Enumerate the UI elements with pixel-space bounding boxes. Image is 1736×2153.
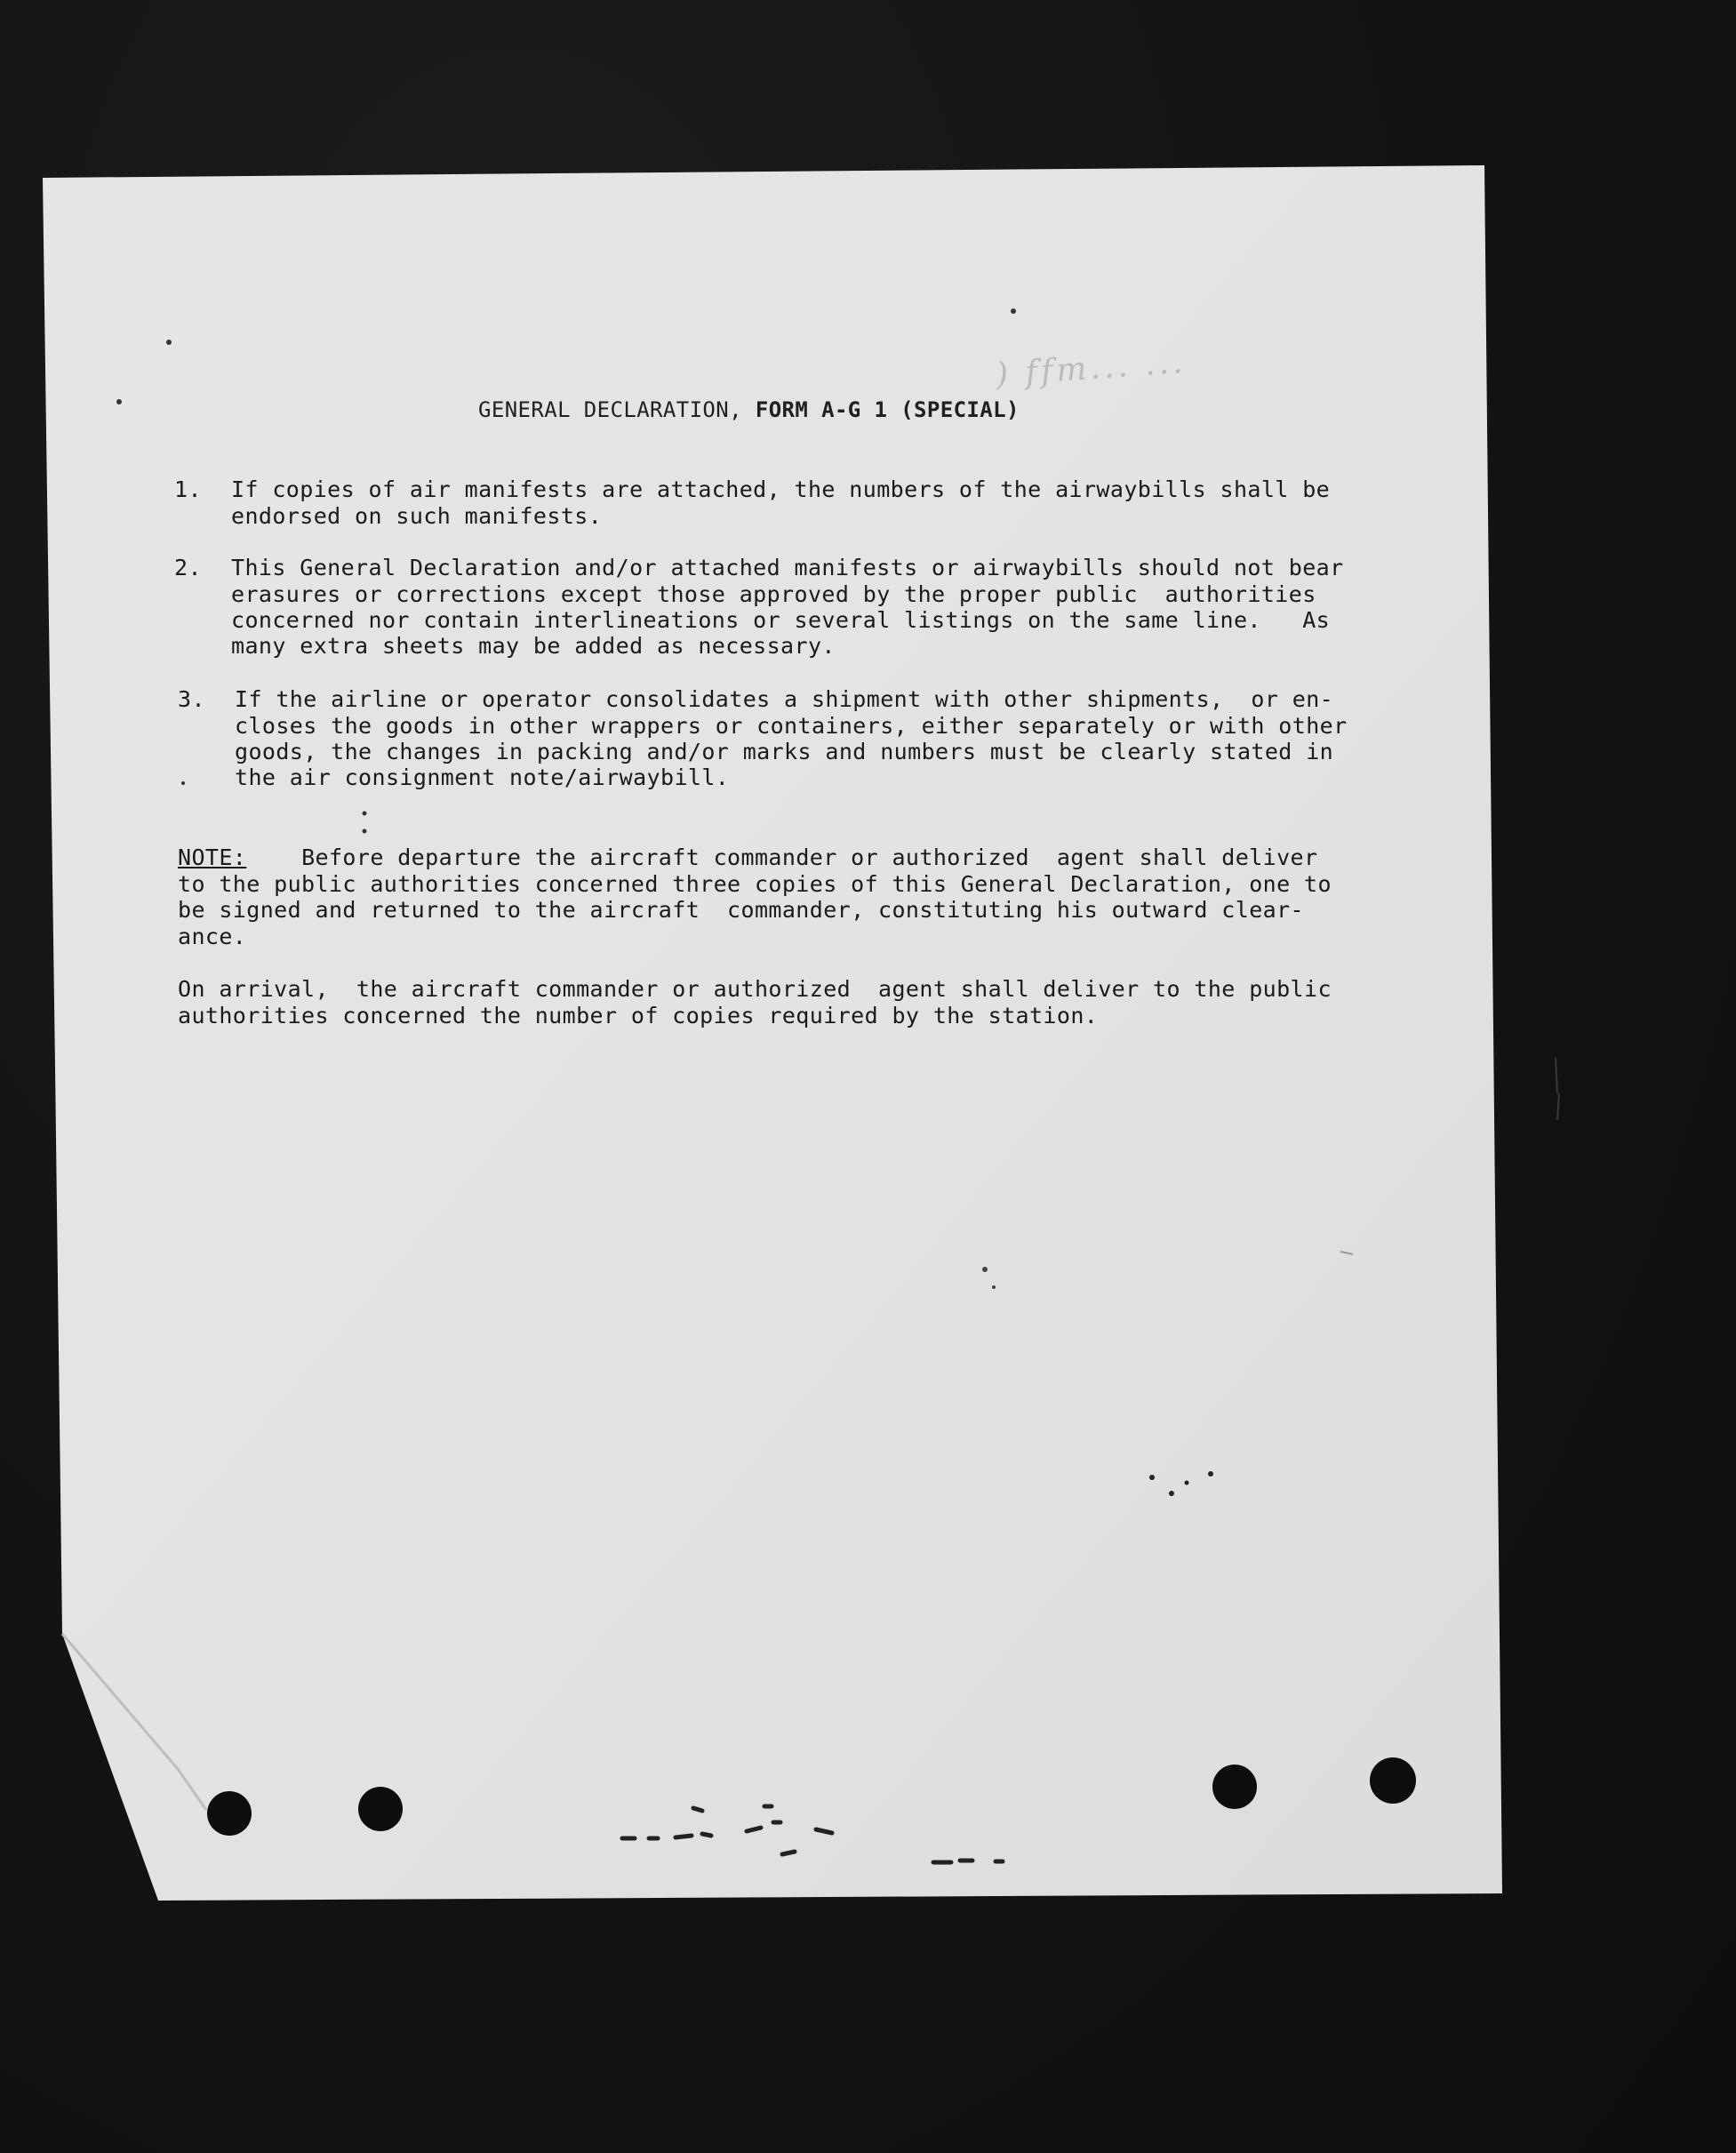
note-first-line-text: Before departure the aircraft commander or authorized agent shall deliver bbox=[246, 844, 1318, 870]
list-item-line: closes the goods in other wrappers or containers, either separately or with other bbox=[235, 713, 1348, 739]
list-item-number: 2. bbox=[174, 555, 202, 580]
note-line: ance. bbox=[178, 924, 247, 949]
list-item-line: many extra sheets may be added as necessary. bbox=[231, 633, 836, 659]
note-line: to the public authorities concerned three copies of this General Declaration, one to bbox=[178, 871, 1332, 897]
list-item-number: 3. bbox=[178, 686, 205, 712]
list-item-line: goods, the changes in packing and/or marks and numbers must be clearly stated in bbox=[235, 739, 1334, 764]
faint-handwriting: ) ffm... ... bbox=[994, 343, 1188, 394]
list-item-line: This General Declaration and/or attached manifests or airwaybills should not bear bbox=[231, 555, 1344, 580]
arrival-line: authorities concerned the number of copies required by the station. bbox=[178, 1003, 1099, 1028]
form-title-regular: GENERAL DECLARATION, bbox=[478, 397, 756, 422]
list-item-line: erasures or corrections except those approved by the proper public authorities bbox=[231, 581, 1316, 607]
note-label: NOTE: bbox=[178, 844, 247, 870]
list-item-line: the air consignment note/airwaybill. bbox=[235, 764, 730, 790]
list-item-line: endorsed on such manifests. bbox=[231, 503, 603, 529]
form-title bbox=[478, 396, 1065, 423]
list-item-line: If copies of air manifests are attached, the numbers of the airwaybills shall be bbox=[231, 476, 1331, 502]
arrival-paragraph bbox=[178, 976, 1332, 1083]
list-item-line: If the airline or operator consolidates a shipment with other shipments, or en- bbox=[235, 686, 1334, 712]
arrival-line: On arrival, the aircraft commander or authorized agent shall deliver to the public bbox=[178, 976, 1332, 1002]
note-line: be signed and returned to the aircraft commander, constituting his outward clear- bbox=[178, 897, 1305, 923]
list-item-line: concerned nor contain interlineations or several listings on the same line. As bbox=[231, 607, 1331, 633]
list-item-number: 1. bbox=[174, 476, 202, 502]
note-first-line bbox=[178, 844, 1317, 871]
form-title-bold: FORM A-G 1 (SPECIAL) bbox=[755, 397, 1020, 422]
